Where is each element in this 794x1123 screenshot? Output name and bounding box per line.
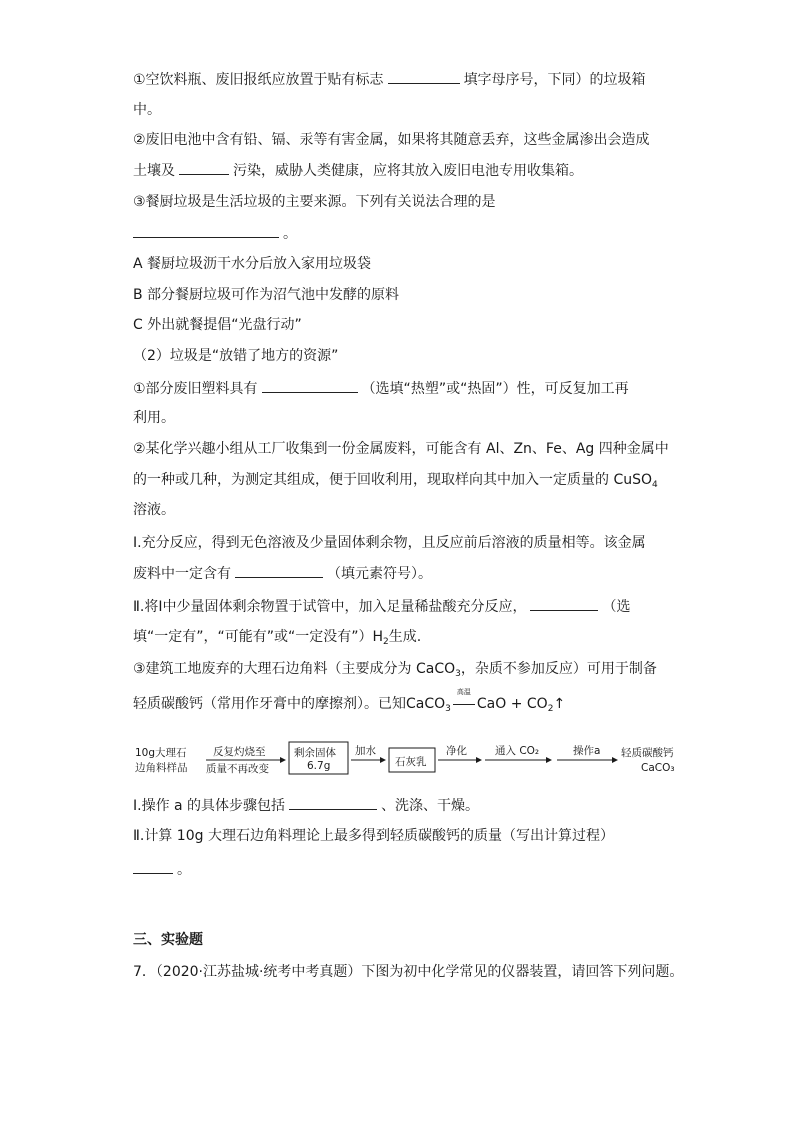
- text: ①空饮料瓶、废旧报纸应放置于贴有标志: [133, 72, 384, 88]
- subscript: 3: [445, 704, 451, 714]
- gas-arrow: ↑: [553, 696, 566, 712]
- answer-blank[interactable]: [388, 69, 460, 84]
- flow-start-line1: 10g大理石: [135, 747, 187, 759]
- flow-box2: 石灰乳: [395, 756, 427, 768]
- option-a: A 餐厨垃圾沥干水分后放入家用垃圾袋: [133, 256, 372, 272]
- text: 轻质碳酸钙（常用作牙膏中的摩擦剂）。已知: [133, 696, 406, 712]
- q1-line-1: [133, 69, 646, 90]
- q2-line-10: [133, 659, 657, 684]
- subscript: 2: [547, 704, 554, 714]
- q1-line-4: [133, 160, 583, 181]
- text: 、洗涤、干燥。: [381, 798, 480, 814]
- text: 。: [283, 226, 297, 242]
- flow-start-line2: 边角料样品: [135, 762, 188, 774]
- q1-line-3: ②废旧电池中含有铅、镉、汞等有害金属，如果将其随意丢弃，这些金属渗出会造成: [133, 132, 650, 148]
- q3-line-2: Ⅱ.计算 10g 大理石边角料理论上最多得到轻质碳酸钙的质量（写出计算过程）: [133, 828, 614, 844]
- reaction-condition: 高温: [456, 688, 471, 696]
- subscript: 3: [455, 669, 461, 679]
- text: 。: [177, 862, 191, 878]
- option-b: B 部分餐厨垃圾可作为沼气池中发酵的原料: [133, 287, 400, 303]
- text: （选: [602, 599, 631, 615]
- text: 填“一定有”，“可能有”或“一定没有”）H: [133, 629, 384, 645]
- q3-line-1: [133, 795, 479, 816]
- text: Ⅱ.将Ⅰ中少量固体剩余物置于试管中，加入足量稀盐酸充分反应，: [133, 599, 527, 615]
- answer-blank[interactable]: [262, 378, 358, 393]
- text: 生成.: [388, 629, 422, 645]
- text: （选填“热塑”或“热固”）性，可反复加工再: [361, 381, 629, 397]
- q2-line-1: [133, 378, 629, 399]
- chemical-equation: [406, 688, 566, 714]
- subscript: 2: [383, 637, 389, 647]
- flow-step1-bottom: 质量不再改变: [206, 763, 269, 775]
- q3-line-3: [133, 859, 191, 880]
- flow-end-line1: 轻质碳酸钙: [621, 747, 674, 759]
- section-heading: 三、实验题: [133, 932, 203, 948]
- q2-line-2: 利用。: [133, 410, 175, 426]
- answer-blank[interactable]: [235, 563, 323, 578]
- q2-line-4: [133, 470, 658, 495]
- flow-step4: 通入 CO₂: [495, 745, 540, 757]
- q2-line-8: [133, 596, 630, 617]
- option-c: C 外出就餐提倡“光盘行动”: [133, 317, 302, 333]
- process-flow-diagram: [133, 738, 693, 786]
- flow-box1-top: 剩余固体: [294, 747, 336, 759]
- q2-line-6: Ⅰ.充分反应，得到无色溶液及少量固体剩余物，且反应前后溶液的质量相等。该金属: [133, 535, 646, 551]
- q2-line-9: [133, 627, 421, 652]
- subscript: 4: [652, 480, 658, 490]
- q1-line-2: 中。: [133, 102, 161, 118]
- q2-line-11: [133, 688, 566, 719]
- reaction-arrow: [451, 688, 477, 714]
- q2-heading: （2）垃圾是“放错了地方的资源”: [133, 348, 339, 364]
- text: ③建筑工地废弃的大理石边角料（主要成分为 CaCO: [133, 661, 456, 677]
- text: 废料中一定含有: [133, 566, 231, 582]
- text: （填元素符号）。: [327, 566, 432, 582]
- q2-line-7: [133, 563, 432, 584]
- answer-blank[interactable]: [289, 795, 377, 810]
- text: 土壤及: [133, 163, 175, 179]
- answer-blank[interactable]: [133, 223, 279, 238]
- flow-step2: 加水: [355, 745, 376, 757]
- formula: CaCO: [406, 696, 446, 712]
- flow-step1-top: 反复灼烧至: [213, 746, 266, 758]
- flow-box1-bottom: 6.7g: [307, 760, 331, 772]
- text: Ⅰ.操作 a 的具体步骤包括: [133, 798, 286, 814]
- answer-blank[interactable]: [530, 596, 598, 611]
- text: 污染，威胁人类健康，应将其放入废旧电池专用收集箱。: [233, 163, 583, 179]
- flow-step5: 操作a: [573, 745, 601, 757]
- q2-line-5: 溶液。: [133, 502, 175, 518]
- question-7: 7．（2020·江苏盐城·统考中考真题）下图为初中化学常见的仪器装置，请回答下列问题。: [133, 964, 684, 980]
- text: 填字母序号，下同）的垃圾箱: [463, 72, 646, 88]
- q1-line-5: ③餐厨垃圾是生活垃圾的主要来源。下列有关说法合理的是: [133, 194, 496, 210]
- flow-step3: 净化: [446, 745, 467, 757]
- text: ，杂质不参加反应）可用于制备: [460, 661, 657, 677]
- answer-blank[interactable]: [133, 859, 173, 874]
- formula: CaO + CO: [476, 696, 548, 712]
- q1-line-6: [133, 223, 297, 244]
- answer-blank[interactable]: [179, 160, 229, 175]
- text: 的一种或几种，为测定其组成，便于回收利用，现取样向其中加入一定质量的 CuSO: [133, 472, 653, 488]
- q2-line-3: ②某化学兴趣小组从工厂收集到一份金属废料，可能含有 Al、Zn、Fe、Ag 四种金属中: [133, 441, 669, 457]
- text: ①部分废旧塑料具有: [133, 381, 258, 397]
- flow-end-line2: CaCO₃: [641, 762, 675, 774]
